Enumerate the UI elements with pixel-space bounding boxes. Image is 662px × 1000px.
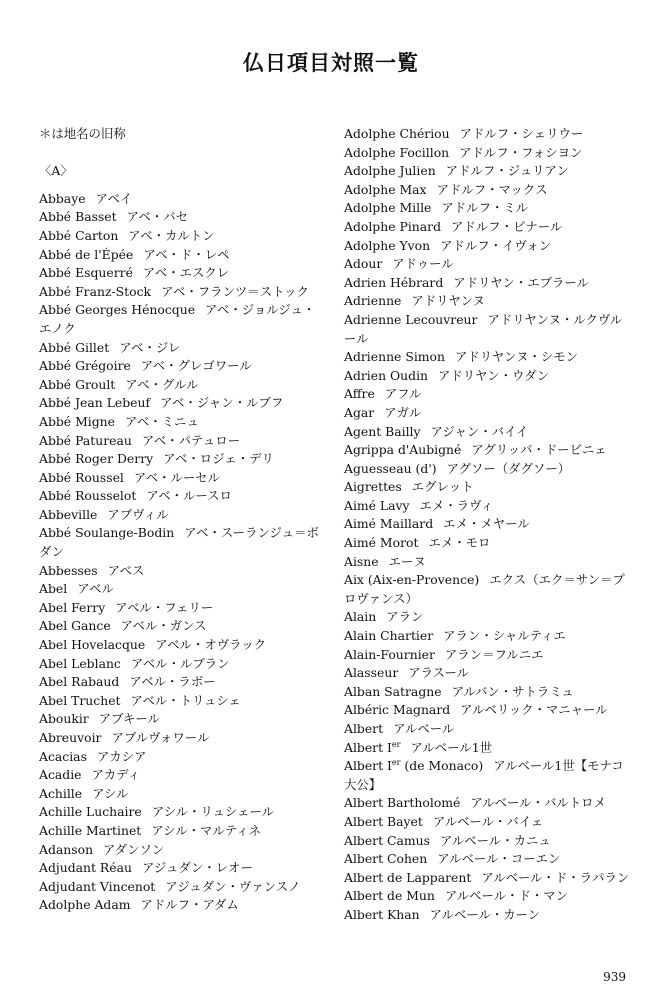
entry-japanese: アベ・パテュロー xyxy=(141,432,241,448)
index-entry xyxy=(344,869,632,888)
index-entry xyxy=(344,664,632,683)
entry-french: Adolphe Chériou xyxy=(344,126,450,141)
entry-french: Achille Luchaire xyxy=(39,804,142,820)
index-entry xyxy=(39,580,325,599)
index-entry xyxy=(344,608,632,627)
entry-japanese: アベ・スーランジュ＝ボダン xyxy=(39,525,319,560)
entry-french: Adolphe Adam xyxy=(39,897,131,913)
entry-japanese: アドリヤンヌ・ルクヴルール xyxy=(344,311,623,346)
entry-japanese: アルベール xyxy=(393,721,455,736)
entry-french: Adolphe Pinard xyxy=(344,218,442,234)
entry-french: Abel Rabaud xyxy=(39,674,120,690)
entry-french: Abbé Jean Lebeuf xyxy=(39,395,151,411)
entry-japanese: アベ・ド・レペ xyxy=(143,246,230,262)
entry-french: Abbé Migne xyxy=(39,413,115,429)
page-title: 仏日項目対照一覧 xyxy=(243,50,419,75)
entry-french: Albert de Mun xyxy=(344,888,435,904)
index-entry xyxy=(39,878,325,897)
index-entry xyxy=(39,487,325,506)
entry-japanese: エメ・モロ xyxy=(428,535,491,551)
entry-french: Albert xyxy=(344,721,384,736)
entry-french: Adanson xyxy=(39,841,94,857)
index-entry xyxy=(344,553,632,572)
entry-japanese: エクス（エク＝サン＝プロヴァンス） xyxy=(344,572,625,606)
entry-japanese: アドルフ・ミル xyxy=(441,200,529,216)
entry-french: Abreuvoir xyxy=(39,730,102,745)
entry-french: Adolphe Focillon xyxy=(344,144,450,160)
entry-french: Alain Chartier xyxy=(344,628,434,644)
index-entry xyxy=(39,339,325,358)
entry-list-left xyxy=(39,190,325,915)
entry-japanese: アジャン・バイイ xyxy=(430,423,529,439)
index-entry xyxy=(39,841,325,860)
entry-french: Aimé Morot xyxy=(344,535,419,551)
entry-japanese: アルベリック・マニャール xyxy=(460,702,608,718)
page-number: 939 xyxy=(603,970,626,984)
entry-japanese: アシル・マルティネ xyxy=(151,822,261,838)
entry-japanese: アドルフ・マックス xyxy=(436,181,548,197)
entry-japanese: アルベール・カニュ xyxy=(439,832,551,848)
entry-french: Albert Ier (de Monaco) xyxy=(344,758,484,774)
entry-japanese: エメ・ラヴィ xyxy=(419,497,494,513)
entry-french: Aix (Aix-en-Provence) xyxy=(344,572,480,588)
index-entry xyxy=(39,673,325,692)
entry-japanese: アルベール・バイェ xyxy=(432,813,544,829)
spacer xyxy=(39,181,325,190)
entry-japanese: エメ・メヤール xyxy=(443,516,530,532)
index-entry xyxy=(39,208,325,227)
index-entry xyxy=(344,255,632,274)
index-entry xyxy=(344,144,632,163)
entry-japanese: アドルフ・ピナール xyxy=(451,218,563,234)
index-entry xyxy=(344,218,632,237)
index-entry xyxy=(39,859,325,878)
entry-french: Adolphe Mille xyxy=(344,200,432,216)
entry-french: Abel Leblanc xyxy=(39,655,121,671)
entry-french: Acacias xyxy=(39,748,87,764)
index-entry xyxy=(39,357,325,376)
entry-french: Abbé Basset xyxy=(39,209,117,225)
index-entry xyxy=(344,850,632,869)
entry-french: Adjudant Réau xyxy=(39,860,132,876)
entry-japanese: アベ・バセ xyxy=(126,209,189,225)
index-entry xyxy=(344,125,632,144)
index-entry xyxy=(39,710,325,729)
entry-french: Acadie xyxy=(39,767,82,783)
index-entry xyxy=(39,803,325,822)
entry-french: Agar xyxy=(344,404,375,420)
entry-french: Alain xyxy=(344,609,377,625)
entry-japanese: アベル・ラボー xyxy=(129,674,216,690)
entry-japanese: アルベール1世 xyxy=(410,739,492,755)
entry-french: Alban Satragne xyxy=(344,683,442,699)
entry-japanese: アベル・オヴラック xyxy=(155,637,267,653)
index-entry xyxy=(39,692,325,711)
index-entry xyxy=(344,441,632,460)
index-entry xyxy=(344,292,632,311)
index-entry xyxy=(39,190,325,209)
entry-japanese: アジュダン・ヴァンスノ xyxy=(165,878,301,894)
index-entry xyxy=(39,599,325,618)
index-entry xyxy=(344,237,632,256)
entry-japanese: アベ・ジャン・ルブフ xyxy=(160,395,284,411)
index-entry xyxy=(344,274,632,293)
entry-french: Abbé Franz-Stock xyxy=(39,283,152,299)
index-entry xyxy=(344,515,632,534)
entry-japanese: アドリヤン・エブラール xyxy=(453,274,589,290)
entry-japanese: アルベール1世【モナコ大公】 xyxy=(344,758,624,792)
entry-french: Albéric Magnard xyxy=(344,702,451,718)
entry-french: Adrien Oudin xyxy=(344,367,429,383)
entry-japanese: アシル・リュシェール xyxy=(151,804,274,820)
entry-japanese: アベ・ジレ xyxy=(119,339,181,355)
index-entry xyxy=(344,199,632,218)
entry-japanese: アベル xyxy=(77,581,114,597)
index-entry xyxy=(344,348,632,367)
entry-french: Abbé Esquerré xyxy=(39,265,133,281)
entry-french: Albert Cohen xyxy=(344,851,428,867)
entry-japanese: エグレット xyxy=(411,479,474,495)
entry-japanese: アドルフ・アダム xyxy=(140,897,239,913)
entry-japanese: アベ・フランツ＝ストック xyxy=(161,283,309,299)
entry-japanese: アルバン・サトラミュ xyxy=(451,683,574,699)
entry-french: Abbé Grégoire xyxy=(39,358,131,374)
index-entry xyxy=(344,627,632,646)
entry-japanese: アガル xyxy=(384,404,422,420)
entry-french: Abbé de l'Épée xyxy=(39,246,134,262)
entry-french: Adrienne xyxy=(344,293,402,309)
entry-japanese: アベ・ルーセル xyxy=(133,469,220,485)
entry-french: Abel Ferry xyxy=(39,599,106,615)
entry-japanese: アカシア xyxy=(96,748,147,764)
entry-japanese: アルベール・ド・ラパラン xyxy=(481,869,630,885)
note-old-place-names: ＊は地名の旧称 xyxy=(39,126,126,141)
entry-japanese: アグソー（ダグソー） xyxy=(446,460,571,476)
entry-japanese: アラン＝フルニエ xyxy=(444,646,544,662)
index-entry xyxy=(344,534,632,553)
entry-japanese: アドルフ・イヴォン xyxy=(440,237,552,253)
index-entry xyxy=(39,376,325,395)
index-entry xyxy=(344,423,632,442)
entry-french: Albert Khan xyxy=(344,906,420,922)
index-entry xyxy=(39,264,325,283)
index-entry xyxy=(39,896,325,915)
index-entry xyxy=(344,832,632,851)
entry-japanese: アドルフ・ジュリアン xyxy=(445,163,569,179)
index-entry xyxy=(39,766,325,785)
entry-french: Alasseur xyxy=(344,665,399,681)
entry-japanese: アベル・ガンス xyxy=(120,618,207,634)
right-column xyxy=(344,125,632,925)
index-entry xyxy=(39,283,325,302)
index-entry xyxy=(39,450,325,469)
entry-japanese: アベ・ロジェ・デリ xyxy=(163,451,274,467)
index-entry xyxy=(39,301,325,338)
index-entry xyxy=(39,655,325,674)
entry-french: Abbé Carton xyxy=(39,227,119,243)
index-entry xyxy=(344,367,632,386)
index-entry xyxy=(39,617,325,636)
entry-french: Abbaye xyxy=(39,190,86,206)
entry-french: Adrien Hébrard xyxy=(344,274,444,290)
index-entry xyxy=(344,162,632,181)
entry-french: Abbeville xyxy=(39,506,98,522)
index-entry xyxy=(344,181,632,200)
entry-french: Abbé Roussel xyxy=(39,469,124,485)
entry-japanese: アベイ xyxy=(95,190,133,206)
index-entry xyxy=(344,385,632,404)
entry-french: Albert Bayet xyxy=(344,813,423,829)
entry-french: Aboukir xyxy=(39,711,89,727)
index-entry xyxy=(344,813,632,832)
entry-japanese: アラン xyxy=(386,609,424,625)
index-entry xyxy=(39,432,325,451)
entry-french: Adolphe Julien xyxy=(344,163,436,179)
index-entry xyxy=(39,785,325,804)
entry-japanese: アベル・ルブラン xyxy=(130,655,230,671)
entry-french: Abel Truchet xyxy=(39,692,121,708)
entry-french: Abbé Rousselot xyxy=(39,488,137,504)
entry-french: Abel Hovelacque xyxy=(39,637,146,653)
entry-list-right xyxy=(344,125,632,925)
entry-japanese: アフル xyxy=(384,386,422,402)
entry-japanese: アルベール・ド・マン xyxy=(444,888,569,904)
entry-french: Adolphe Max xyxy=(344,181,427,197)
index-entry xyxy=(39,748,325,767)
entry-japanese: アダンソン xyxy=(103,841,165,857)
entry-japanese: アシル xyxy=(92,785,129,801)
entry-japanese: アカディ xyxy=(91,767,140,783)
entry-french: Alain-Fournier xyxy=(344,646,435,662)
entry-japanese: アブルヴォワール xyxy=(111,730,210,745)
index-entry xyxy=(344,646,632,665)
entry-french: Abel xyxy=(39,581,68,597)
index-entry xyxy=(344,571,632,608)
entry-french: Abbé Groult xyxy=(39,376,116,392)
entry-japanese: アベ・グレゴワール xyxy=(140,358,252,374)
index-entry xyxy=(344,906,632,925)
entry-japanese: アベ・エスクレ xyxy=(142,265,230,281)
index-entry xyxy=(344,497,632,516)
entry-japanese: アブキール xyxy=(98,711,160,727)
entry-french: Abel Gance xyxy=(39,618,111,634)
entry-japanese: アルベール・カーン xyxy=(429,906,541,922)
entry-japanese: アドリヤンヌ xyxy=(411,293,485,309)
entry-japanese: アラスール xyxy=(408,665,469,681)
entry-french: Abbesses xyxy=(39,562,98,578)
index-entry xyxy=(39,636,325,655)
index-entry xyxy=(344,311,632,348)
entry-japanese: アベス xyxy=(107,562,145,578)
entry-french: Adour xyxy=(344,256,383,272)
index-entry xyxy=(39,562,325,581)
left-column xyxy=(39,125,325,915)
entry-french: Albert Ier xyxy=(344,739,401,755)
entry-japanese: アブヴィル xyxy=(107,506,169,522)
entry-japanese: アドリヤンヌ・シモン xyxy=(454,349,579,365)
entry-french: Agrippa d'Aubigné xyxy=(344,442,462,458)
spacer xyxy=(39,144,325,163)
entry-french: Adrienne Lecouvreur xyxy=(344,311,478,327)
index-entry xyxy=(39,729,325,748)
entry-french: Albert Camus xyxy=(344,832,430,848)
entry-french: Agent Bailly xyxy=(344,423,421,439)
entry-french: Aisne xyxy=(344,553,379,569)
index-entry xyxy=(344,720,632,739)
index-entry xyxy=(344,404,632,423)
index-entry xyxy=(39,524,325,561)
index-entry xyxy=(344,757,632,794)
index-entry xyxy=(344,739,632,758)
entry-french: Achille xyxy=(39,785,83,801)
entry-japanese: アジュダン・レオー xyxy=(141,860,253,876)
entry-french: Adolphe Yvon xyxy=(344,237,431,253)
index-entry xyxy=(344,683,632,702)
entry-japanese: アドルフ・シェリウー xyxy=(459,126,584,141)
entry-japanese: アグリッパ・ドービニェ xyxy=(471,442,607,458)
entry-french: Aigrettes xyxy=(344,479,402,495)
index-entry xyxy=(344,887,632,906)
entry-french: Albert Bartholomé xyxy=(344,795,461,811)
entry-french: Abbé Patureau xyxy=(39,432,132,448)
entry-french: Adjudant Vincenot xyxy=(39,878,156,894)
entry-japanese: アベ・カルトン xyxy=(128,227,215,243)
entry-japanese: アルベール・コーエン xyxy=(437,851,561,867)
entry-japanese: アベ・ミニュ xyxy=(124,413,199,429)
entry-japanese: アドゥール xyxy=(392,256,454,272)
index-entry xyxy=(39,822,325,841)
entry-japanese: アベル・トリュシェ xyxy=(130,692,241,708)
entry-japanese: アドルフ・フォシヨン xyxy=(459,144,583,160)
entry-french: Abbé Soulange-Bodin xyxy=(39,525,175,541)
entry-french: Abbé Gillet xyxy=(39,339,110,355)
entry-japanese: アベ・グルル xyxy=(125,376,199,392)
entry-japanese: アベ・ルースロ xyxy=(146,488,232,504)
entry-japanese: アベ・ジョルジュ・エノク xyxy=(39,302,316,336)
index-entry xyxy=(39,246,325,265)
index-entry xyxy=(39,227,325,246)
index-entry xyxy=(344,701,632,720)
index-entry xyxy=(39,506,325,525)
entry-japanese: アラン・シャルティエ xyxy=(443,628,566,644)
entry-french: Affre xyxy=(344,386,375,402)
entry-french: Abbé Georges Hénocque xyxy=(39,302,196,318)
entry-japanese: エーヌ xyxy=(388,553,426,569)
entry-french: Aguesseau (d') xyxy=(344,460,437,476)
section-heading-a: 〈A〉 xyxy=(39,163,73,179)
index-entry xyxy=(344,794,632,813)
index-entry xyxy=(39,413,325,432)
index-entry xyxy=(344,478,632,497)
entry-japanese: アルベール・バルトロメ xyxy=(470,795,606,811)
entry-japanese: アドリヤン・ウダン xyxy=(438,367,550,383)
entry-french: Adrienne Simon xyxy=(344,349,445,365)
entry-french: Aimé Maillard xyxy=(344,516,434,532)
index-entry xyxy=(39,469,325,488)
entry-french: Albert de Lapparent xyxy=(344,869,472,885)
entry-french: Achille Martinet xyxy=(39,822,142,838)
entry-french: Abbé Roger Derry xyxy=(39,451,154,467)
entry-french: Aimé Lavy xyxy=(344,497,410,513)
index-entry xyxy=(344,460,632,479)
entry-japanese: アベル・フェリー xyxy=(115,599,214,615)
index-entry xyxy=(39,394,325,413)
